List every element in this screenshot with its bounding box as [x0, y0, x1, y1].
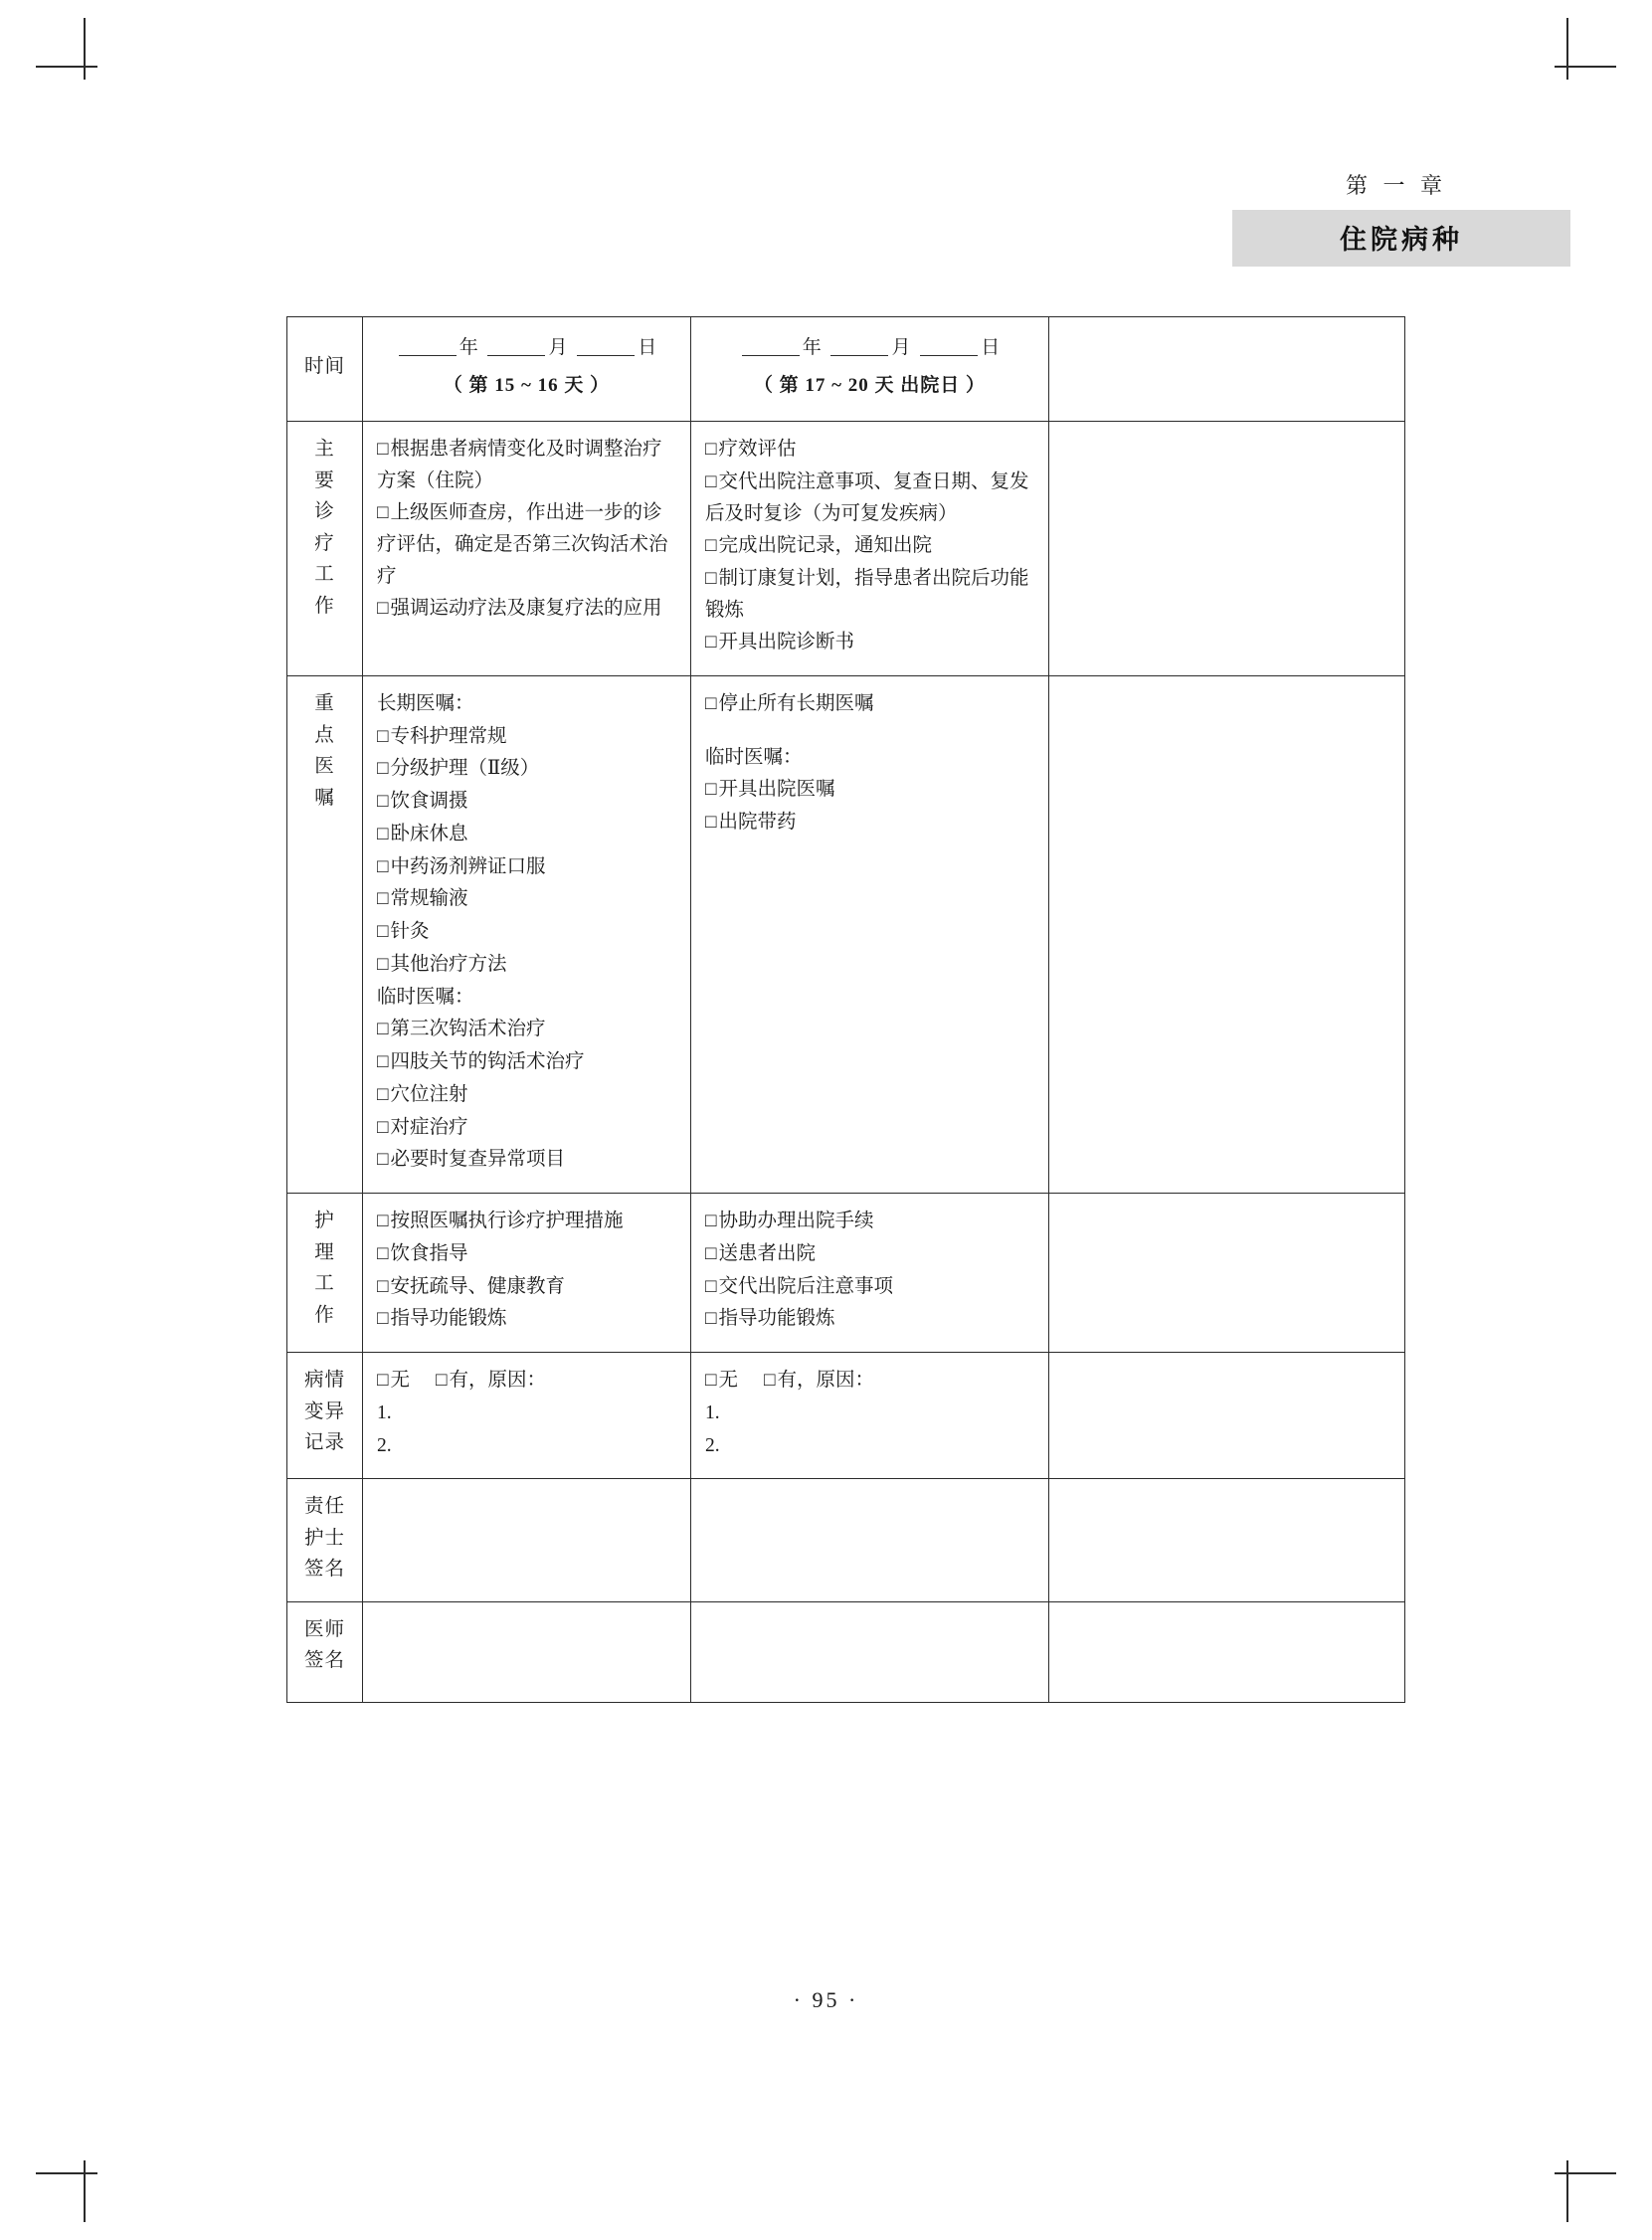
variance-options[interactable]: □ 无 □ 有，原因： [705, 1365, 1034, 1397]
checkbox-item[interactable]: □ 上级医师查房，作出进一步的诊疗评估，确定是否第三次钩活术治疗 [377, 497, 676, 592]
table-row-nurse-signature [287, 1479, 1405, 1602]
checkbox-item[interactable]: □ 饮食指导 [377, 1238, 676, 1270]
table-row-nursing [287, 1194, 1405, 1353]
row-label-nurse-signature: 责任 护士 签名 [287, 1479, 363, 1602]
date-cell-period-2 [691, 317, 1049, 422]
checkbox-item[interactable]: □ 开具出院医嘱 [705, 774, 1034, 806]
variance-options[interactable]: □ 无 □ 有，原因： [377, 1365, 676, 1397]
checkbox-item[interactable]: □ 分级护理（Ⅱ级） [377, 753, 676, 785]
month-unit-2: 月 [891, 337, 912, 358]
checkbox-item[interactable]: □ 制订康复计划，指导患者出院后功能锻炼 [705, 563, 1034, 626]
crop-mark-bottom-left [36, 2160, 97, 2222]
nursing-col-2 [691, 1194, 1049, 1353]
date-cell-period-1 [363, 317, 691, 422]
crop-mark-top-right [1555, 18, 1616, 80]
section-title-band: 住院病种 [1232, 210, 1570, 267]
row-label-nursing: 护 理 工 作 [287, 1194, 363, 1353]
period-range-2: （ 第 17 ~ 20 天 出院日 ） [753, 375, 987, 396]
year-unit-2: 年 [802, 337, 823, 358]
variance-col-2 [691, 1353, 1049, 1479]
year-unit-1: 年 [459, 337, 479, 358]
checkbox-item[interactable]: □ 根据患者病情变化及时调整治疗方案（住院） [377, 434, 676, 496]
checkbox-item[interactable]: □ 必要时复查异常项目 [377, 1144, 676, 1176]
checkbox-item[interactable]: □ 疗效评估 [705, 434, 1034, 466]
checkbox-item[interactable]: □ 指导功能锻炼 [705, 1303, 1034, 1335]
nurse-signature-col-2[interactable] [691, 1479, 1049, 1602]
day-unit-1: 日 [638, 337, 658, 358]
variance-line-2[interactable]: 2. [705, 1434, 720, 1456]
key-orders-col-2 [691, 675, 1049, 1193]
checkbox-item[interactable]: □ 其他治疗方法 [377, 949, 676, 981]
checkbox-item[interactable]: □ 中药汤剂辨证口服 [377, 851, 676, 883]
nurse-signature-col-1[interactable] [363, 1479, 691, 1602]
table-row-variance [287, 1353, 1405, 1479]
group-title-long-term: 长期医嘱： [377, 692, 474, 714]
table-row-main-work [287, 422, 1405, 676]
doctor-signature-col-1[interactable] [363, 1601, 691, 1702]
page-number: · 95 · [793, 1987, 859, 2012]
chapter-label: 第 一 章 [1345, 173, 1447, 198]
variance-line-2[interactable]: 2. [377, 1434, 392, 1456]
day-unit-2: 日 [981, 337, 1002, 358]
key-orders-col-1 [363, 675, 691, 1193]
variance-line-1[interactable]: 1. [377, 1401, 392, 1423]
checkbox-item[interactable]: □ 完成出院记录，通知出院 [705, 530, 1034, 562]
checkbox-item[interactable]: □ 交代出院注意事项、复查日期、复发后及时复诊（为可复发疾病） [705, 467, 1034, 529]
checkbox-item[interactable]: □ 强调运动疗法及康复疗法的应用 [377, 593, 676, 625]
variance-line-1[interactable]: 1. [705, 1401, 720, 1423]
checkbox-item[interactable]: □ 四肢关节的钩活术治疗 [377, 1046, 676, 1078]
nursing-col-3-blank[interactable] [1049, 1194, 1405, 1353]
date-cell-period-3-blank[interactable] [1049, 317, 1405, 422]
period-range-1: （ 第 15 ~ 16 天 ） [443, 375, 611, 396]
checkbox-item[interactable]: □ 常规输液 [377, 883, 676, 915]
checkbox-item[interactable]: □ 饮食调摄 [377, 786, 676, 818]
checkbox-item[interactable]: □ 穴位注射 [377, 1079, 676, 1111]
checkbox-item[interactable]: □ 送患者出院 [705, 1238, 1034, 1270]
checkbox-item[interactable]: □ 开具出院诊断书 [705, 627, 1034, 658]
checkbox-item[interactable]: □ 对症治疗 [377, 1112, 676, 1144]
row-label-variance: 病情 变异 记录 [287, 1353, 363, 1479]
nurse-signature-col-3[interactable] [1049, 1479, 1405, 1602]
crop-mark-top-left [36, 18, 97, 80]
variance-col-1 [363, 1353, 691, 1479]
main-work-col-1 [363, 422, 691, 676]
checkbox-item[interactable]: □ 专科护理常规 [377, 721, 676, 753]
checkbox-item[interactable]: □ 安抚疏导、健康教育 [377, 1271, 676, 1303]
table-row-time [287, 317, 1405, 422]
checkbox-item[interactable]: □ 指导功能锻炼 [377, 1303, 676, 1335]
nursing-col-1 [363, 1194, 691, 1353]
doctor-signature-col-3[interactable] [1049, 1601, 1405, 1702]
clinical-pathway-table [286, 316, 1404, 1703]
spacer [705, 721, 1034, 741]
row-label-doctor-signature: 医师 签名 [287, 1601, 363, 1702]
crop-mark-bottom-right [1555, 2160, 1616, 2222]
checkbox-item[interactable]: □ 第三次钩活术治疗 [377, 1014, 676, 1045]
month-unit-1: 月 [548, 337, 569, 358]
group-title-temporary-2: 临时医嘱： [705, 746, 803, 768]
key-orders-col-3-blank[interactable] [1049, 675, 1405, 1193]
row-label-key-orders: 重 点 医 嘱 [287, 675, 363, 1193]
checkbox-item[interactable]: □ 针灸 [377, 916, 676, 948]
table-row-doctor-signature [287, 1601, 1405, 1702]
checkbox-item[interactable]: □ 停止所有长期医嘱 [705, 688, 1034, 720]
checkbox-item[interactable]: □ 交代出院后注意事项 [705, 1271, 1034, 1303]
checkbox-item[interactable]: □ 按照医嘱执行诊疗护理措施 [377, 1206, 676, 1237]
row-label-time: 时间 [287, 317, 363, 422]
checkbox-item[interactable]: □ 协助办理出院手续 [705, 1206, 1034, 1237]
group-title-temporary: 临时医嘱： [377, 986, 474, 1008]
doctor-signature-col-2[interactable] [691, 1601, 1049, 1702]
checkbox-item[interactable]: □ 卧床休息 [377, 819, 676, 850]
page-header [1232, 169, 1570, 267]
checkbox-item[interactable]: □ 出院带药 [705, 807, 1034, 839]
table-row-key-orders [287, 675, 1405, 1193]
variance-col-3-blank[interactable] [1049, 1353, 1405, 1479]
main-work-col-2 [691, 422, 1049, 676]
row-label-main-work: 主 要 诊 疗 工 作 [287, 422, 363, 676]
main-work-col-3-blank[interactable] [1049, 422, 1405, 676]
